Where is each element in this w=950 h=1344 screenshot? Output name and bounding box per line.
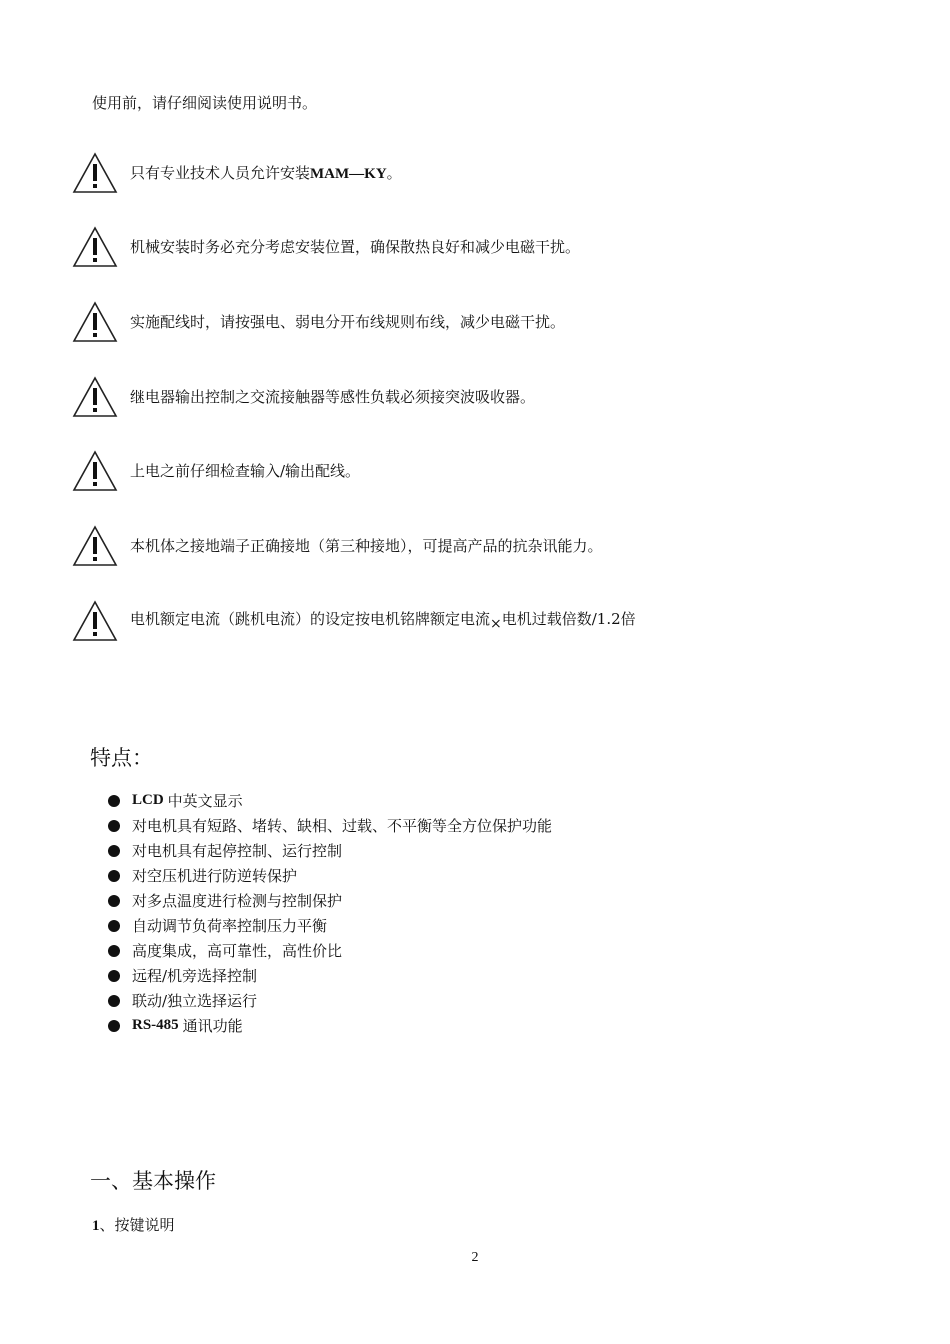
warning-triangle-icon [72,226,118,268]
warning-text: 上电之前仔细检查输入/输出配线。 [130,462,361,480]
warning-text: 只有专业技术人员允许安装MAM—KY。 [130,163,402,182]
warning-text: 继电器输出控制之交流接触器等感性负载必须接突波吸收器。 [130,388,536,406]
list-item: LCD 中英文显示 [108,788,552,813]
list-item: 自动调节负荷率控制压力平衡 [108,913,552,938]
intro-text: 使用前，请仔细阅读使用说明书。 [92,94,318,112]
subsection-title: 1、按键说明 [92,1216,175,1234]
warning-item [72,301,565,343]
bullet-icon [108,895,120,907]
warning-item [72,600,636,642]
list-item: 远程/机旁选择控制 [108,963,552,988]
features-list [108,788,552,1038]
warning-item [72,376,535,418]
bullet-icon [108,920,120,932]
warning-triangle-icon [72,301,118,343]
warning-triangle-icon [72,376,118,418]
list-item: 联动/独立选择运行 [108,988,552,1013]
bullet-icon [108,845,120,857]
warning-item [72,450,360,492]
section-title: 一、基本操作 [90,1169,216,1193]
warning-triangle-icon [72,525,118,567]
warning-item [72,525,603,567]
warning-triangle-icon [72,600,118,642]
list-item: 对电机具有起停控制、运行控制 [108,838,552,863]
warning-item [72,152,402,194]
features-title: 特点： [90,746,153,770]
warning-text: 机械安装时务必充分考虑安装位置，确保散热良好和减少电磁干扰。 [130,238,581,256]
warning-triangle-icon [72,450,118,492]
list-item: 对空压机进行防逆转保护 [108,863,552,888]
bullet-icon [108,1020,120,1032]
list-item: RS-485 通讯功能 [108,1013,552,1038]
warning-item [72,226,580,268]
page-number: 2 [471,1250,479,1265]
warning-triangle-icon [72,152,118,194]
warning-text: 本机体之接地端子正确接地（第三种接地），可提高产品的抗杂讯能力。 [130,537,603,555]
warning-text: 实施配线时，请按强电、弱电分开布线规则布线，减少电磁干扰。 [130,313,566,331]
warning-text: 电机额定电流（跳机电流）的设定按电机铭牌额定电流×电机过载倍数/1.2倍 [130,609,636,632]
bullet-icon [108,795,120,807]
list-item: 对多点温度进行检测与控制保护 [108,888,552,913]
list-item: 对电机具有短路、堵转、缺相、过载、不平衡等全方位保护功能 [108,813,552,838]
list-item: 高度集成，高可靠性，高性价比 [108,938,552,963]
bullet-icon [108,870,120,882]
bullet-icon [108,820,120,832]
bullet-icon [108,970,120,982]
bullet-icon [108,995,120,1007]
bullet-icon [108,945,120,957]
